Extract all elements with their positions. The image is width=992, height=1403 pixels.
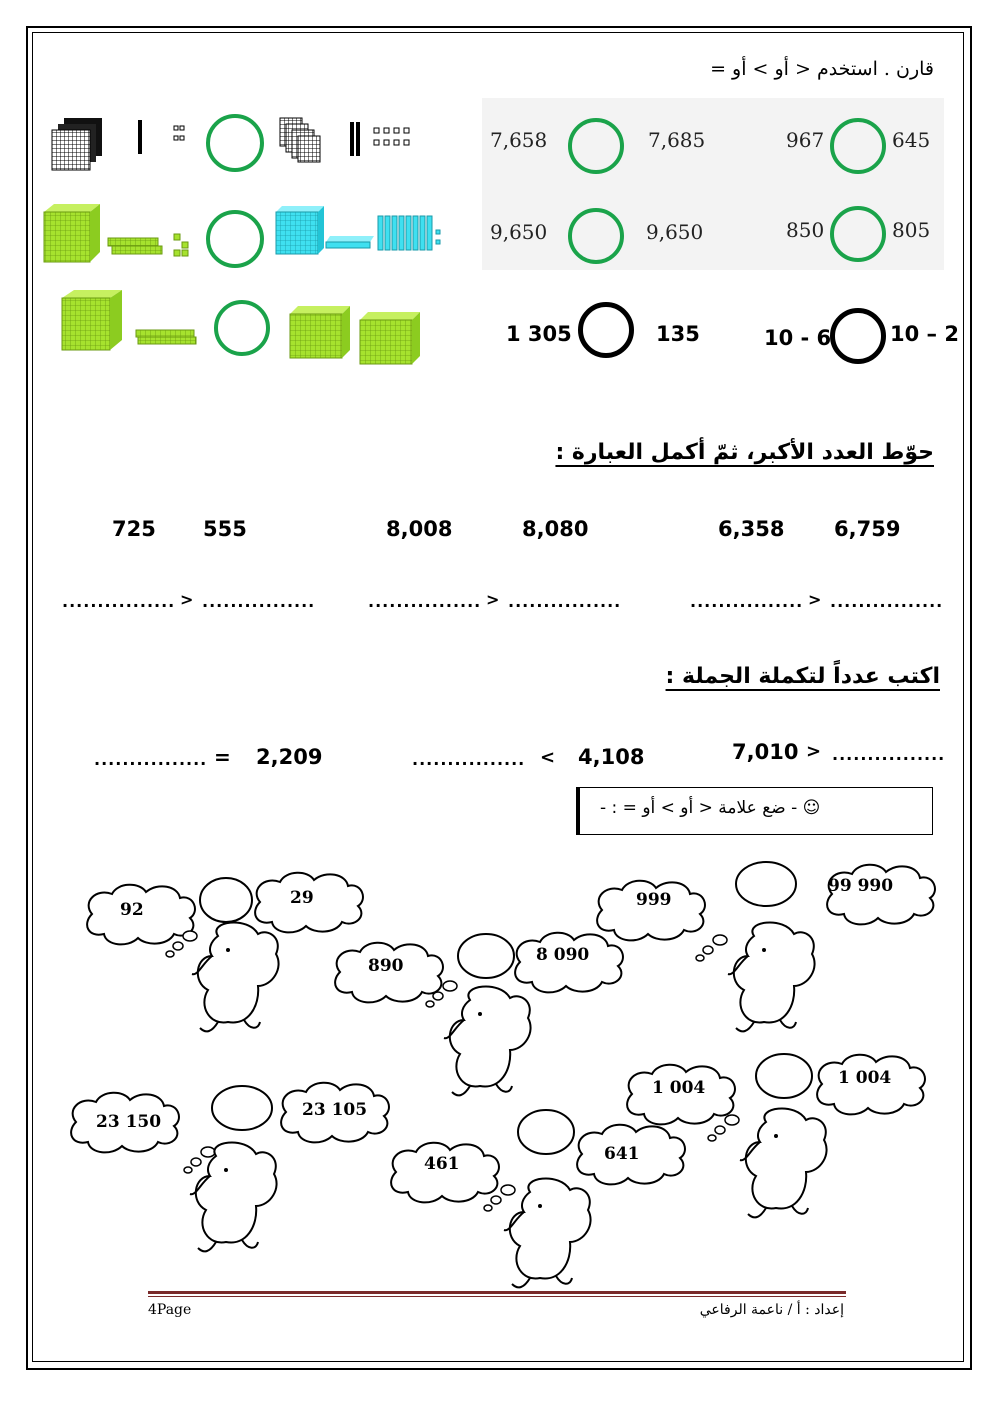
cloud-number: 92	[120, 900, 144, 920]
elephant-icon	[192, 922, 279, 1031]
compare-left-2: 967	[786, 128, 825, 152]
cloud-number: 890	[368, 956, 404, 976]
thousands-cube-icon	[276, 206, 324, 254]
blank-line[interactable]: ................	[94, 750, 208, 769]
cloud-number: 8 090	[536, 945, 590, 965]
compare-right-2: 645	[892, 128, 931, 152]
compare-right-3: 9,650	[646, 220, 704, 244]
pair-number[interactable]: 555	[203, 517, 247, 541]
ones-icon	[374, 128, 409, 145]
pair-number[interactable]: 8,080	[522, 517, 589, 541]
cloud-number: 1 004	[838, 1068, 892, 1088]
compare-bold-left-1: 1 305	[506, 322, 572, 346]
compare-right-1: 7,685	[648, 128, 706, 152]
answer-circle[interactable]	[830, 206, 886, 262]
elephant-icon	[504, 1178, 591, 1287]
blank-line[interactable]: ................	[508, 592, 622, 611]
answer-circle[interactable]	[830, 308, 886, 364]
pair-number[interactable]: 8,008	[386, 517, 453, 541]
answer-circle[interactable]	[214, 300, 270, 356]
hundreds-flats-icon	[280, 118, 320, 162]
sign: <	[540, 747, 556, 768]
cloud-number: 1 004	[652, 1078, 706, 1098]
blank-line[interactable]: ................	[830, 592, 944, 611]
ones-icon	[436, 230, 440, 244]
compare-left-4: 850	[786, 218, 825, 242]
complete-value: 4,108	[578, 745, 645, 769]
answer-bubble	[200, 878, 252, 922]
ten-rods-icon	[350, 122, 360, 156]
blank-line[interactable]: ................	[832, 745, 946, 764]
cloud-number: 461	[424, 1154, 460, 1174]
answer-circle[interactable]	[206, 210, 264, 268]
answer-circle[interactable]	[568, 208, 624, 264]
ones-icon	[174, 234, 188, 256]
thousands-cube-icon	[62, 290, 122, 350]
hundreds-flats-icon	[136, 330, 196, 344]
ten-rods-icon	[378, 216, 432, 250]
elephant-icon	[190, 1142, 277, 1251]
pair-number[interactable]: 6,759	[834, 517, 901, 541]
elephant-icon	[728, 922, 815, 1031]
cloud-number: 29	[290, 888, 314, 908]
elephant-icon	[740, 1108, 827, 1217]
sign: >	[808, 590, 822, 609]
blank-line[interactable]: ................	[412, 750, 526, 769]
answer-circle[interactable]	[830, 118, 886, 174]
circle-greater-heading: حوّط العدد الأكبر، ثمّ أكمل العبارة :	[555, 440, 934, 465]
thousands-cube-icon	[360, 312, 420, 364]
author: إعداد : أ / ناعمة الرفاعي	[699, 1302, 844, 1318]
blank-line[interactable]: ................	[202, 592, 316, 611]
ones-icon	[174, 126, 184, 140]
footer-rule	[148, 1291, 846, 1294]
compare-left-1: 7,658	[490, 128, 548, 152]
sign: =	[214, 745, 231, 769]
write-number-heading: اكتب عدداً لتكملة الجملة :	[665, 664, 940, 689]
pair-number[interactable]: 6,358	[718, 517, 785, 541]
hundreds-flats-icon	[108, 238, 162, 254]
compare-instruction: قارن . استخدم < أو > أو =	[710, 58, 934, 80]
answer-circle[interactable]	[578, 302, 634, 358]
thousands-cube-icon	[44, 204, 100, 262]
cloud-number: 999	[636, 890, 672, 910]
pair-number[interactable]: 725	[112, 517, 156, 541]
complete-value: 2,209	[256, 745, 323, 769]
compare-right-4: 805	[892, 218, 931, 242]
cloud-number: 23 150	[96, 1112, 162, 1132]
ten-rod-icon	[138, 120, 142, 154]
blank-line[interactable]: ................	[690, 592, 804, 611]
sign: >	[486, 590, 500, 609]
sign: >	[180, 590, 194, 609]
complete-value: 7,010	[732, 740, 799, 764]
cloud-number: 641	[604, 1144, 640, 1164]
page-number: 4Page	[148, 1302, 192, 1318]
place-sign-instruction: ☺ - ضع علامة < أو > أو = : -	[600, 798, 821, 818]
compare-left-3: 9,650	[490, 220, 548, 244]
cloud-number: 23 105	[302, 1100, 368, 1120]
blank-line[interactable]: ................	[368, 592, 482, 611]
compare-bold-right-1: 135	[656, 322, 700, 346]
thousands-cube-icon	[290, 306, 350, 358]
sign: >	[806, 741, 822, 762]
elephant-icon	[444, 986, 531, 1095]
cloud-number: 99 990	[828, 876, 894, 896]
answer-circle[interactable]	[568, 118, 624, 174]
hundreds-flat-icon	[326, 236, 374, 248]
footer-rule-thin	[148, 1296, 846, 1297]
compare-bold-right-2: 10 – 2	[890, 322, 959, 346]
elephant-clouds	[60, 860, 950, 1300]
answer-circle[interactable]	[206, 114, 264, 172]
thousands-cube-icon	[52, 118, 102, 170]
compare-bold-left-2: 10 - 6	[764, 326, 832, 350]
blank-line[interactable]: ................	[62, 592, 176, 611]
